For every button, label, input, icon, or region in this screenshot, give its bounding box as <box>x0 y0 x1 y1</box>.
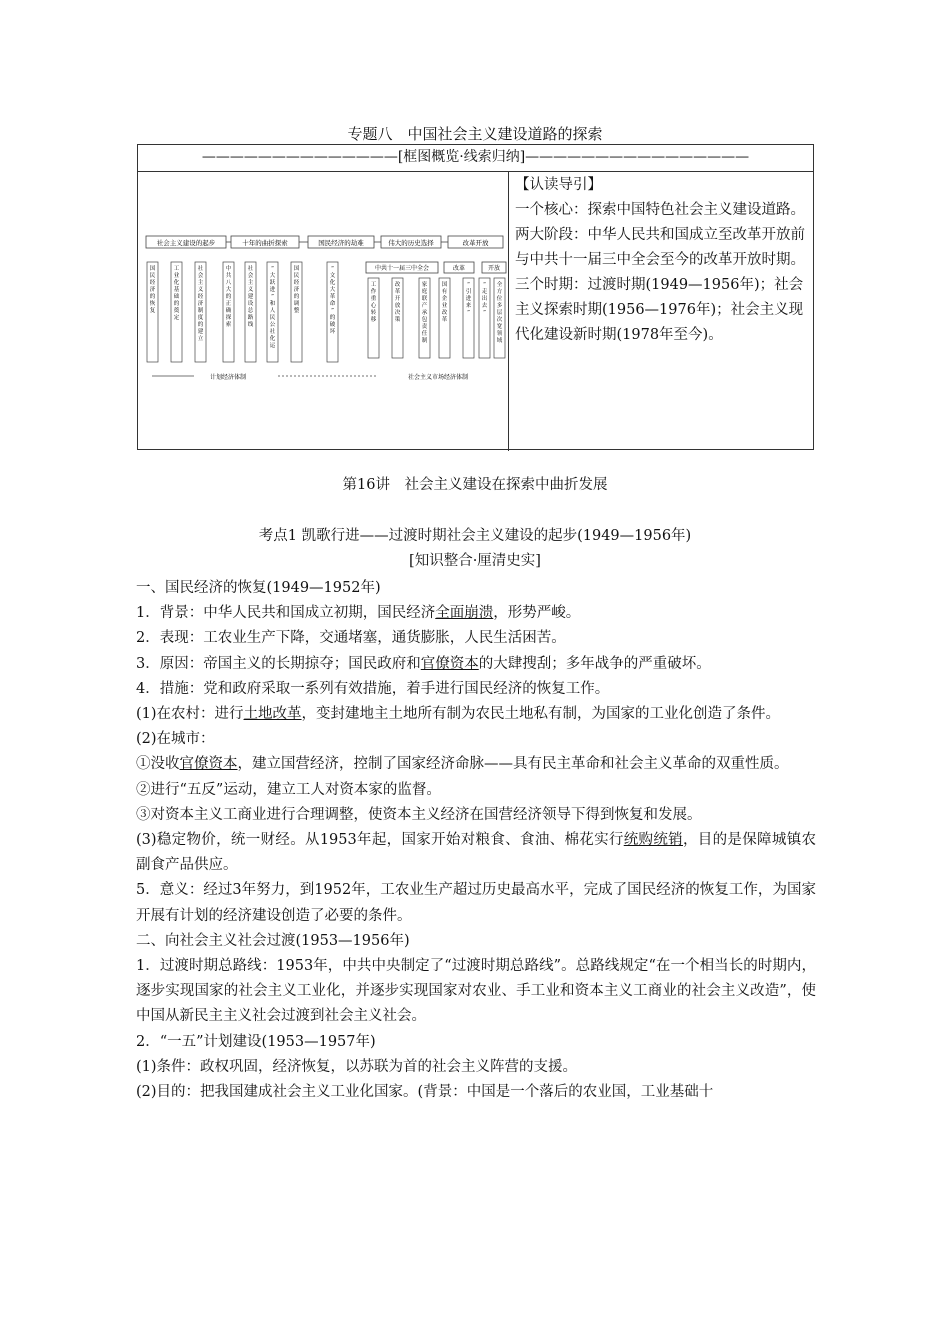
item-char: 线 <box>247 322 254 328</box>
item-char: 复 <box>149 308 156 314</box>
kaodian-subtitle: [知识整合·厘清史实] <box>409 553 541 569</box>
item-char: 去 <box>481 303 488 309</box>
item-char: 走 <box>481 289 488 295</box>
item-char: 运 <box>269 343 276 349</box>
item-char: 义 <box>247 287 254 293</box>
item-char: 化 <box>269 336 276 342</box>
item-char: 共 <box>225 273 232 279</box>
sub-header-label: 改革 <box>452 265 466 272</box>
item-char: 企 <box>441 296 448 302</box>
item-char: 作 <box>370 289 377 295</box>
stage-label: 社会主义建设的起步 <box>156 239 216 247</box>
item-char: 基 <box>173 287 180 293</box>
paragraph: 1．背景：中华人民共和国成立初期，国民经济全面崩溃，形势严峻。 <box>136 605 581 622</box>
stage-boxes <box>146 236 503 248</box>
paragraph: ③对资本主义工商业进行合理调整，使资本主义经济在国营经济领导下得到恢复和发展。 <box>136 806 702 823</box>
item-char: 庭 <box>421 289 428 295</box>
item-char: 责 <box>421 324 428 330</box>
item-char: 文 <box>329 273 336 279</box>
item-char: 建 <box>247 294 254 300</box>
item-char: 经 <box>197 294 204 300</box>
paragraph: 2．表现：工农业生产下降，交通堵塞，通货膨胀，人民生活困苦。 <box>136 630 566 647</box>
paragraph: (1)条件：政权巩固，经济恢复，以苏联为首的社会主义阵营的支援。 <box>136 1058 578 1075</box>
item-char: 确 <box>225 308 232 314</box>
item-char: 进 <box>269 287 276 293</box>
item-char: 的 <box>293 294 300 300</box>
item-char: 包 <box>421 317 428 323</box>
kaodian-title: 考点1 凯歌行进——过渡时期社会主义建设的起步(1949—1956年) <box>258 528 692 544</box>
item-char: 位 <box>496 296 503 302</box>
overview-frame <box>137 144 814 450</box>
item-char: 大 <box>269 273 276 279</box>
flow-right-label: 社会主义市场经济体制 <box>408 374 469 381</box>
paragraph: 5．意义：经过3年努力，到1952年，工农业生产超过历史最高水平，完成了国民经济的恢复工作，为国家开展有计划的经济建设创造了必要的条件。 <box>136 882 816 924</box>
item-char: 民 <box>293 273 300 279</box>
stage-label: 改革开放 <box>462 239 489 247</box>
item-char: 恢 <box>149 301 156 307</box>
item-char: 进 <box>465 296 472 302</box>
paragraph: 3．原因：帝国主义的长期掠夺；国民政府和官僚资本的大肆搜刮；多年战争的严重破坏。 <box>136 655 711 672</box>
item-char: 设 <box>247 301 254 307</box>
item-char: 破 <box>329 322 336 328</box>
body-text <box>136 576 816 1105</box>
flow-left-label: 计划经济体制 <box>210 374 247 381</box>
item-char: 革 <box>394 289 401 295</box>
item-char: 大 <box>329 287 336 293</box>
item-char: 命 <box>329 301 336 307</box>
item-char: 开 <box>394 296 401 302</box>
item-char: “ <box>271 266 274 272</box>
item-char: 正 <box>225 301 232 307</box>
item-char: 八 <box>225 280 232 286</box>
item-char: 调 <box>293 301 300 307</box>
item-char: 改 <box>394 282 401 288</box>
item-char: 济 <box>149 287 156 293</box>
sub-header-label: 开放 <box>487 265 501 272</box>
guide-line: 三个时期：过渡时期(1949—1956年)；社会主义探索时期(1956—1976年)；社会主义现代化建设新时期(1978年至今)。 <box>515 277 804 343</box>
section-heading: 二、向社会主义社会过渡(1953—1956年) <box>136 932 410 949</box>
item-char: 主 <box>247 280 254 286</box>
item-char: 来 <box>465 303 472 309</box>
item-char: 重 <box>370 296 377 302</box>
item-char: 度 <box>197 315 204 321</box>
lecture-title: 第16讲 社会主义建设在探索中曲折发展 <box>342 477 608 493</box>
item-char: 移 <box>370 317 377 323</box>
underlined-term: 官僚资本 <box>179 756 238 773</box>
item-char: 的 <box>149 294 156 300</box>
frame-header: ——————————————[框图概览·线索归纳]———————————————— <box>138 145 813 172</box>
item-char: 建 <box>197 329 204 335</box>
underlined-term: 全面崩溃 <box>435 605 494 622</box>
item-char: “ <box>467 282 470 288</box>
item-char: 任 <box>421 331 428 337</box>
item-char: 人 <box>269 308 276 314</box>
guide-line: 【认读导引】 <box>515 177 602 193</box>
flow-row <box>152 373 468 381</box>
overview-diagram <box>138 172 508 450</box>
item-char: 济 <box>197 301 204 307</box>
item-char: ” <box>331 308 334 314</box>
item-char: 社 <box>197 266 204 272</box>
section-heading: 一、国民经济的恢复(1949—1952年) <box>136 580 381 596</box>
topic-title: 专题八 中国社会主义建设道路的探索 <box>347 125 603 143</box>
item-char: 工 <box>370 282 377 288</box>
item-char: 域 <box>496 338 503 344</box>
item-char: 家 <box>421 282 428 288</box>
item-char: 决 <box>394 310 401 316</box>
item-char: ” <box>467 310 470 316</box>
item-char: ” <box>271 294 274 300</box>
paragraph: ②进行“五反”运动，建立工人对资本家的监督。 <box>136 781 441 798</box>
underlined-term: 土地改革 <box>243 706 302 723</box>
item-char: 多 <box>496 303 503 309</box>
reading-guide <box>515 173 811 348</box>
item-char: 联 <box>421 296 428 302</box>
item-char: 革 <box>329 294 336 300</box>
item-char: 国 <box>293 266 300 272</box>
item-boxes <box>147 262 505 362</box>
paragraph: (2)在城市： <box>136 731 215 748</box>
paragraph: 4．措施：党和政府采取一系列有效措施，着手进行国民经济的恢复工作。 <box>136 680 610 697</box>
item-char: 民 <box>269 315 276 321</box>
paragraph: ①没收官僚资本，建立国营经济，控制了国家经济命脉——具有民主革命和社会主义革命的双重性质。 <box>136 756 789 773</box>
paragraph: 2．“一五”计划建设(1953—1957年) <box>136 1033 376 1050</box>
item-char: 策 <box>394 317 401 323</box>
item-char: 的 <box>225 294 232 300</box>
item-char: “ <box>483 282 486 288</box>
item-char: 心 <box>370 303 377 309</box>
item-char: 义 <box>197 287 204 293</box>
item-char: 总 <box>247 308 254 314</box>
item-char: 奠 <box>173 308 180 314</box>
guide-line: 一个核心：探索中国特色社会主义建设道路。 <box>515 202 805 218</box>
item-char: 化 <box>329 280 336 286</box>
paragraph: (3)稳定物价，统一财经。从1953年起，国家开始对粮食、食油、棉花实行统购统销，目的是保障城镇农副食产品供应。 <box>136 832 817 874</box>
item-char: 制 <box>421 338 428 344</box>
item-char: 整 <box>293 308 300 314</box>
item-char: 有 <box>441 289 448 295</box>
item-char: 放 <box>394 303 401 309</box>
item-char: 公 <box>269 322 276 328</box>
paragraph: (2)目的：把我国建成社会主义工业化国家。(背景：中国是一个落后的农业国，工业基础十 <box>136 1084 714 1101</box>
item-char: 会 <box>197 273 204 279</box>
item-char: 会 <box>247 273 254 279</box>
item-char: 探 <box>225 315 232 321</box>
item-char: 全 <box>496 282 503 288</box>
sub-header-label: 中共十一届三中全会 <box>374 265 430 272</box>
item-char: 转 <box>370 310 377 316</box>
item-char: 次 <box>496 317 503 323</box>
underlined-term: 官僚资本 <box>420 655 479 672</box>
item-char: 革 <box>441 317 448 323</box>
item-char: 产 <box>421 303 428 309</box>
item-char: 社 <box>247 266 254 272</box>
item-char: “ <box>331 266 334 272</box>
item-char: 索 <box>225 322 232 328</box>
item-char: 出 <box>481 296 488 302</box>
item-char: 承 <box>421 310 428 316</box>
sub-boxes <box>366 262 506 273</box>
item-char: 坏 <box>329 329 336 335</box>
item-char: 引 <box>465 289 472 295</box>
item-char: 大 <box>225 287 232 293</box>
item-char: 社 <box>269 329 276 335</box>
item-char: 业 <box>441 303 448 309</box>
item-char: 中 <box>225 266 232 272</box>
stage-label: 十年的曲折探索 <box>242 239 288 247</box>
item-char: 经 <box>149 280 156 286</box>
item-char: 路 <box>247 315 254 321</box>
item-char: 领 <box>496 331 503 337</box>
item-char: 济 <box>293 287 300 293</box>
item-char: 方 <box>496 289 503 295</box>
item-char: 主 <box>197 280 204 286</box>
stage-label: 国民经济的劫难 <box>318 239 364 247</box>
guide-line: 两大阶段：中华人民共和国成立至改革开放前与中共十一届三中全会至今的改革开放时期。 <box>515 227 805 268</box>
item-char: 础 <box>173 294 180 300</box>
item-char: 业 <box>173 273 180 279</box>
item-char: 民 <box>149 273 156 279</box>
item-char: 国 <box>149 266 156 272</box>
item-char: 层 <box>496 310 503 316</box>
item-char: 国 <box>441 282 448 288</box>
item-char: 制 <box>197 308 204 314</box>
item-char: ” <box>483 310 486 316</box>
item-char: 改 <box>441 310 448 316</box>
item-char: 定 <box>173 315 180 321</box>
stage-label: 伟大的历史选择 <box>388 239 434 247</box>
item-char: 宽 <box>496 324 503 330</box>
underlined-term: 统购统销 <box>623 832 683 849</box>
item-char: 的 <box>173 301 180 307</box>
item-char: 经 <box>293 280 300 286</box>
paragraph: 1．过渡时期总路线：1953年，中共中央制定了“过渡时期总路线”。总路线规定“在一个相当长的时期内，逐步实现国家的社会主义工业化，并逐步实现国家对农业、手工业和资本主义工商业的社会主义改造”，使中国从新民主主义社会过渡到社会主义社会。 <box>136 958 816 1025</box>
item-char: 的 <box>197 322 204 328</box>
item-char: 化 <box>173 280 180 286</box>
item-char: 的 <box>329 315 336 321</box>
item-char: 跃 <box>269 280 276 286</box>
item-char: 和 <box>269 301 276 307</box>
item-char: 工 <box>173 266 180 272</box>
frame-divider <box>508 171 509 451</box>
paragraph: (1)在农村：进行土地改革，变封建地主土地所有制为农民土地私有制，为国家的工业化创造了条件。 <box>136 706 781 723</box>
item-char: 立 <box>197 336 204 342</box>
